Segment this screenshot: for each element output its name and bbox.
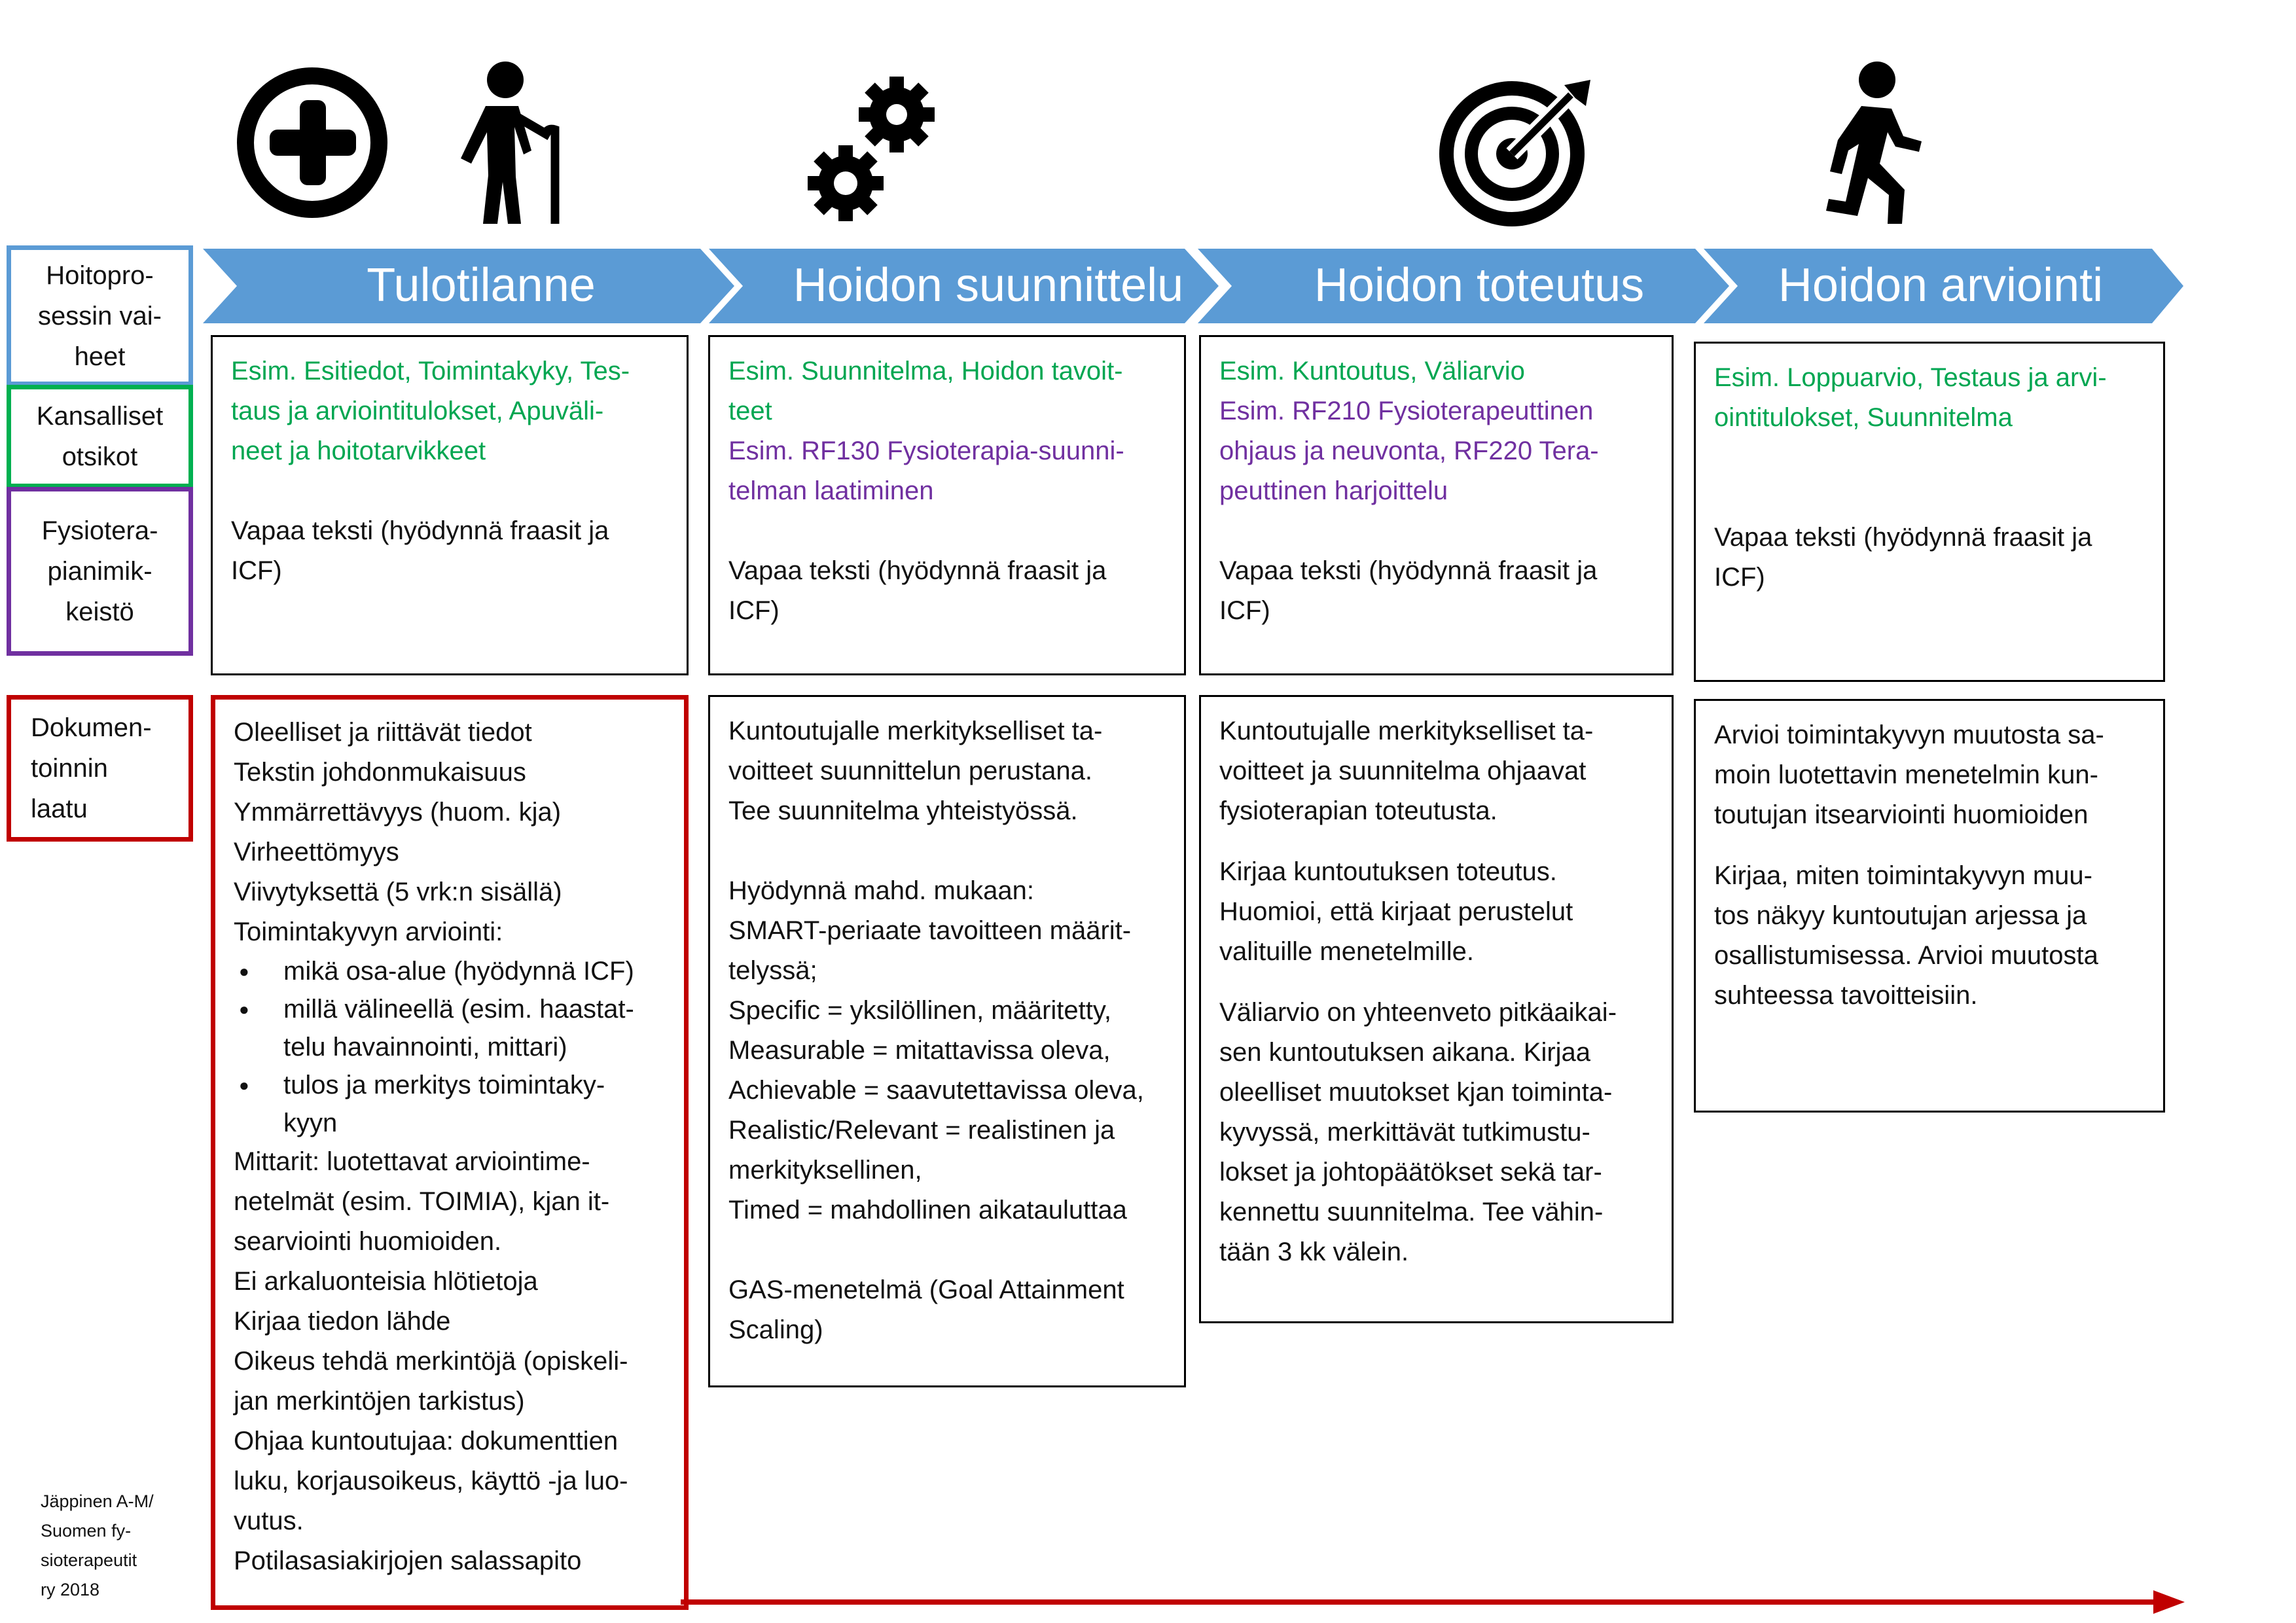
quality-line: Ei arkaluonteisia hlötietoja [234,1267,538,1296]
free-text-note: Vapaa teksti (hyödynnä fraasit ja ICF) [1219,556,1598,625]
medical-cross-icon [236,62,389,223]
quality-paragraph: Väliarvio on yhteenveto pitkäaikai- sen kuntoutuksen aikana. Kirjaa oleelliset muutokset kjan toiminta- kyvyssä, merkittävät tutkimustu- lokset ja johtopäätökset sekä tar- kennettu suunnitelma. Tee vähin- tään 3 kk välein. [1219,998,1617,1266]
phase-title-toteutus: Hoidon toteutus [1314,259,1645,312]
national-headings-text: Esim. Esitiedot, Toimintakyky, Tes- taus ja arviointitulokset, Apuväli- neet ja hoitotarvikkeet [231,357,630,465]
legend-physio-vocabulary: Fysiotera- pianimik- keistö [7,487,193,656]
headings-box-suunnittelu [708,335,1186,675]
phase-title-suunnittelu: Hoidon suunnittelu [793,259,1184,312]
quality-line: Virheettömyys [234,838,399,866]
headings-box-toteutus [1199,335,1674,675]
bullet-item: ● mikä osa-alue (hyödynnä ICF) [234,952,666,990]
quality-line: Oleelliset ja riittävät tiedot [234,718,532,747]
quality-paragraph: Kuntoutujalle merkitykselliset ta- voitteet ja suunnitelma ohjaavat fysioterapian toteutusta. [1219,717,1594,825]
quality-paragraph: Arvioi toimintakyvyn muutosta sa- moin luotettavin menetelmin kun- toutujan itsearviointi huomioiden [1714,721,2104,829]
national-headings-text: Esim. Loppuarvio, Testaus ja arvi- ointitulokset, Suunnitelma [1714,363,2107,432]
quality-box-suunnittelu [708,695,1186,1387]
quality-line: Potilasasiakirjojen salassapito [234,1546,582,1575]
headings-box-arviointi [1694,342,2165,682]
quality-paragraph: Kirjaa, miten toimintakyvyn muu- tos näkyy kuntoutujan arjessa ja osallistumisessa. Arvioi muutosta suhteessa tavoitteisiin. [1714,861,2098,1010]
physio-vocabulary-text: Esim. RF130 Fysioterapia-suunni- telman laatiminen [728,437,1124,505]
target-arrow-icon [1437,72,1607,229]
national-headings-text: Esim. Suunnitelma, Hoidon tavoit- teet [728,357,1123,425]
phase-title-tulotilanne: Tulotilanne [367,259,596,312]
quality-line: Kirjaa tiedon lähde [234,1307,451,1336]
bullet-item: ● millä välineellä (esim. haastat- telu havainnointi, mittari) [234,990,666,1066]
quality-line: Toimintakyvyn arviointi: [234,918,503,946]
quality-paragraph: GAS-menetelmä (Goal Attainment Scaling) [728,1275,1124,1344]
legend-process-phases: Hoitopro- sessin vai- heet [7,245,193,386]
physio-vocabulary-text: Esim. RF210 Fysioterapeuttinen ohjaus ja neuvonta, RF220 Tera- peuttinen harjoittelu [1219,397,1599,505]
headings-box-tulotilanne [211,335,689,675]
phase-title-arviointi: Hoidon arviointi [1778,259,2104,312]
quality-line: Viivytyksettä (5 vrk:n sisällä) [234,878,562,906]
quality-box-toteutus [1199,695,1674,1323]
national-headings-text: Esim. Kuntoutus, Väliarvio [1219,357,1525,385]
quality-box-tulotilanne [211,695,689,1610]
timeline-arrow [681,1586,2186,1618]
quality-line: Ohjaa kuntoutujaa: dokumenttien luku, korjausoikeus, käyttö -ja luo- vutus. [234,1427,628,1535]
quality-line: Tekstin johdonmukaisuus [234,758,526,787]
quality-paragraph: Kirjaa kuntoutuksen toteutus. Huomioi, että kirjaat perustelut valituille menetelmille. [1219,857,1573,966]
quality-line: Ymmärrettävyys (huom. kja) [234,798,562,827]
legend-national-headings: Kansalliset otsikot [7,385,193,488]
free-text-note: Vapaa teksti (hyödynnä fraasit ja ICF) [1714,523,2092,592]
quality-box-arviointi [1694,699,2165,1113]
quality-line: Mittarit: luotettavat arviointime- netelmät (esim. TOIMIA), kjan it- searviointi huomioiden. [234,1147,610,1256]
free-text-note: Vapaa teksti (hyödynnä fraasit ja ICF) [231,516,609,585]
gears-icon [805,72,949,226]
author-credit: Jäppinen A-M/ Suomen fy- sioterapeutit ry 2018 [41,1491,154,1599]
bullet-item: ● tulos ja merkitys toimintaky- kyyn [234,1066,666,1142]
quality-paragraph: Kuntoutujalle merkitykselliset ta- voitteet suunnittelun perustana. Tee suunnitelma yhteistyössä. [728,717,1103,825]
free-text-note: Vapaa teksti (hyödynnä fraasit ja ICF) [728,556,1107,625]
legend-documentation-quality: Dokumen- toinnin laatu [7,695,193,842]
quality-line: Oikeus tehdä merkintöjä (opiskeli- jan merkintöjen tarkistus) [234,1347,628,1416]
walking-person-icon [1806,59,1937,226]
quality-paragraph: Hyödynnä mahd. mukaan: SMART-periaate tavoitteen määrit- telyssä; Specific = yksilöllinen, määritetty, Measurable = mitattavissa oleva, Achievable = saavutettavissa oleva, Realistic/Relevant = realistinen ja merkityksellinen, Timed = mahdollinen aikatauluttaa [728,876,1144,1224]
elderly-person-cane-icon [445,59,576,226]
assessment-bullet-list [234,952,666,1142]
